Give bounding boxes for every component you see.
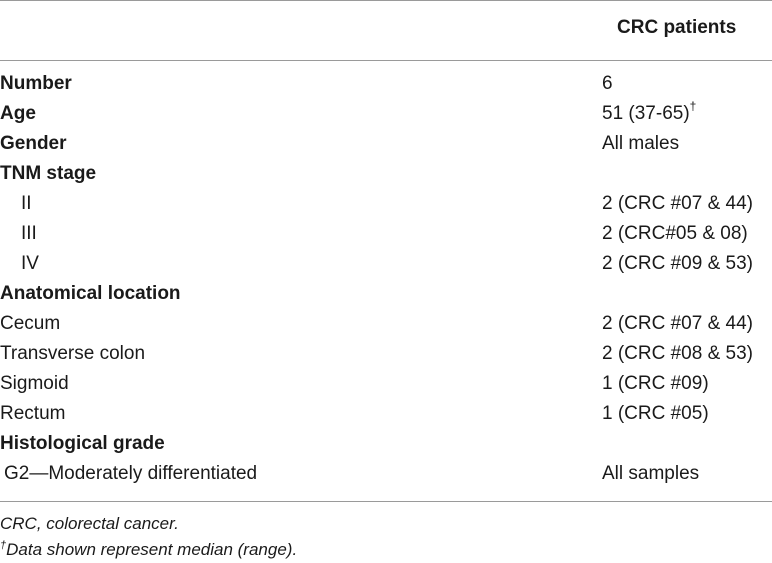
row-value-text: 2 (CRC #08 & 53) (602, 343, 754, 364)
row-label: II (21, 193, 32, 214)
row-value (602, 129, 679, 159)
row-label: Cecum (0, 313, 61, 334)
row-value (602, 339, 753, 369)
table-row (0, 189, 772, 219)
table-row (0, 429, 772, 459)
table-row (0, 219, 772, 249)
footnote-dagger (0, 537, 297, 563)
row-value (602, 459, 699, 489)
table-row (0, 159, 772, 189)
table-row (0, 309, 772, 339)
table-row (0, 279, 772, 309)
row-label: Number (0, 73, 72, 94)
row-value-text: 2 (CRC #07 & 44) (602, 313, 754, 334)
row-value-text: 6 (602, 73, 613, 94)
table-row (0, 339, 772, 369)
table-top-rule (0, 0, 772, 1)
table-row (0, 459, 772, 489)
row-value-text: 1 (CRC #05) (602, 403, 709, 424)
table-row (0, 129, 772, 159)
row-label: TNM stage (0, 163, 97, 184)
row-value (602, 369, 709, 399)
column-header-crc-patients: CRC patients (617, 17, 737, 38)
dagger-symbol: † (0, 539, 7, 552)
row-label: Gender (0, 133, 67, 154)
row-label: Histological grade (0, 433, 165, 454)
row-label: Transverse colon (0, 343, 146, 364)
footnote-abbreviation: CRC, colorectal cancer. (0, 514, 179, 533)
row-value-text: 2 (CRC #09 & 53) (602, 253, 754, 274)
row-value (602, 219, 748, 249)
row-label: Rectum (0, 403, 66, 424)
row-value-text: 2 (CRC #07 & 44) (602, 193, 754, 214)
row-value (602, 69, 613, 99)
table-footnotes (0, 511, 297, 563)
table-row (0, 249, 772, 279)
row-label: G2—Moderately differentiated (4, 463, 258, 484)
table-row (0, 399, 772, 429)
row-value-text: 2 (CRC#05 & 08) (602, 223, 748, 244)
table-body (0, 69, 772, 489)
table-row (0, 69, 772, 99)
row-value-text: All samples (602, 463, 700, 484)
table-header-rule (0, 60, 772, 61)
row-value (602, 99, 696, 129)
row-value (602, 189, 753, 219)
row-value (602, 309, 753, 339)
footnote-dagger-text: Data shown represent median (range). (6, 540, 298, 559)
row-label: Sigmoid (0, 373, 69, 394)
row-label: III (21, 223, 37, 244)
row-value-text: All males (602, 133, 680, 154)
table-row (0, 369, 772, 399)
table-row (0, 99, 772, 129)
row-value-text: 1 (CRC #09) (602, 373, 709, 394)
dagger-symbol: † (689, 98, 697, 113)
row-label: IV (21, 253, 39, 274)
row-value (602, 249, 753, 279)
row-value-text: 51 (37-65) (602, 103, 690, 124)
row-label: Anatomical location (0, 283, 181, 304)
table-bottom-rule (0, 501, 772, 502)
row-value (602, 399, 709, 429)
row-label: Age (0, 103, 36, 124)
